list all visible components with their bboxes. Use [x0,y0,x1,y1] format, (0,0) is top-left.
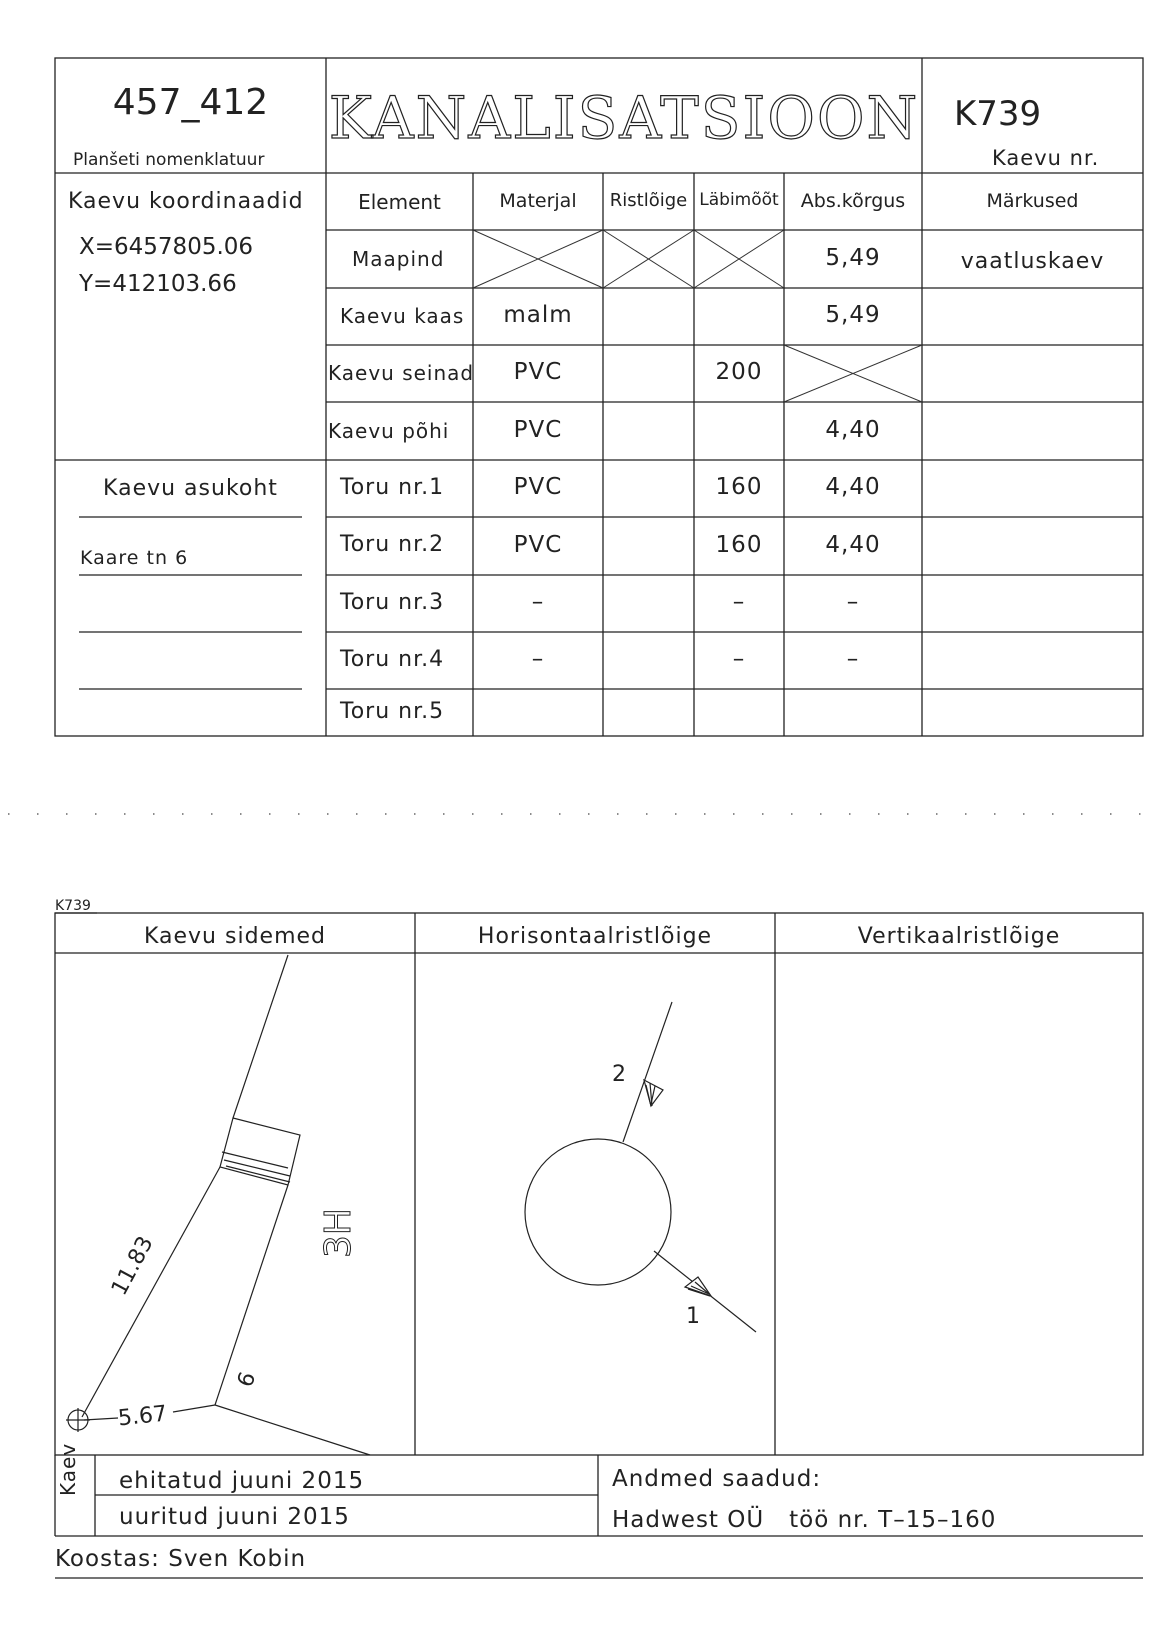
surveyed-date: uuritud juuni 2015 [119,1504,350,1530]
cell-materjal-row-5: PVC [513,474,563,501]
well-id: K739 [954,94,1042,134]
cell-korgus-row-8: – [846,646,860,673]
table-header-labimoot: Läbimõõt [699,190,779,210]
cell-korgus-row-7: – [846,589,860,616]
pipe-label-in: 2 [612,1062,626,1087]
cell-element-row-7: Toru nr.3 [340,589,445,615]
author: Koostas: Sven Kobin [55,1546,307,1572]
coordinate-x: X=6457805.06 [79,234,254,260]
well-caption: Kaevu nr. [992,146,1100,170]
drawing-well-label: K739 [55,898,91,914]
cell-element-row-6: Toru nr.2 [340,532,445,558]
panel-title-horizontal: Horisontaalristlõige [477,924,713,949]
built-date: ehitatud juuni 2015 [119,1468,365,1494]
cell-materjal-row-2: malm [503,302,573,329]
cell-labimoot-row-3: 200 [715,359,763,386]
cell-element-row-3: Kaevu seinad [328,361,475,386]
cell-element-row-8: Toru nr.4 [340,646,445,672]
coordinate-y: Y=412103.66 [79,271,237,297]
cell-materjal-row-3: PVC [513,359,563,386]
cell-korgus-row-1: 5,49 [825,244,881,271]
cell-element-row-5: Toru nr.1 [340,474,445,500]
house-number: 6 [233,1368,262,1391]
cell-materjal-row-4: PVC [513,416,563,443]
cell-labimoot-row-5: 160 [715,474,763,501]
building-label: 3H [318,1208,359,1258]
cell-element-row-1: Maapind [352,246,445,271]
page-title: KANALISATSIOON [328,84,920,152]
cell-materjal-row-6: PVC [513,531,563,558]
cell-element-row-2: Kaevu kaas [340,304,465,329]
cell-markused-row-1: vaatluskaev [960,249,1105,275]
cell-element-row-4: Kaevu põhi [328,418,450,443]
cell-labimoot-row-8: – [732,646,746,673]
cell-materjal-row-8: – [531,646,545,673]
cell-korgus-row-4: 4,40 [825,416,881,443]
table-header-element: Element [358,190,441,214]
pipe-label-out: 1 [686,1304,700,1329]
cell-materjal-row-7: – [531,589,545,616]
cell-korgus-row-6: 4,40 [825,531,881,558]
cell-labimoot-row-6: 160 [715,531,763,558]
well-circle [525,1139,671,1285]
sheet-number: 457_412 [112,82,269,123]
location-line-1: Kaare tn 6 [80,547,189,569]
coordinates-heading: Kaevu koordinaadid [68,189,304,214]
table-header-ristloige: Ristlõige [609,190,688,211]
side-label: Kaev [56,1442,80,1496]
tie-distance-2: 5.67 [116,1401,169,1432]
cell-korgus-row-5: 4,40 [825,474,881,501]
table-header-materjal: Materjal [499,190,577,212]
panel-title-ties: Kaevu sidemed [143,924,327,949]
source-heading: Andmed saadud: [612,1466,822,1492]
cell-korgus-row-2: 5,49 [825,302,881,329]
location-heading: Kaevu asukoht [103,476,278,501]
cell-labimoot-row-7: – [732,589,746,616]
table-header-markused: Märkused [986,190,1079,212]
tie-distance-1: 11.83 [107,1232,159,1300]
table-header-korgus: Abs.kõrgus [800,190,906,212]
sheet-caption: Planšeti nomenklatuur [73,150,265,170]
panel-title-vertical: Vertikaalristlõige [857,924,1061,949]
source-text: Hadwest OÜ töö nr. T–15–160 [612,1507,997,1533]
cell-element-row-9: Toru nr.5 [340,698,445,724]
